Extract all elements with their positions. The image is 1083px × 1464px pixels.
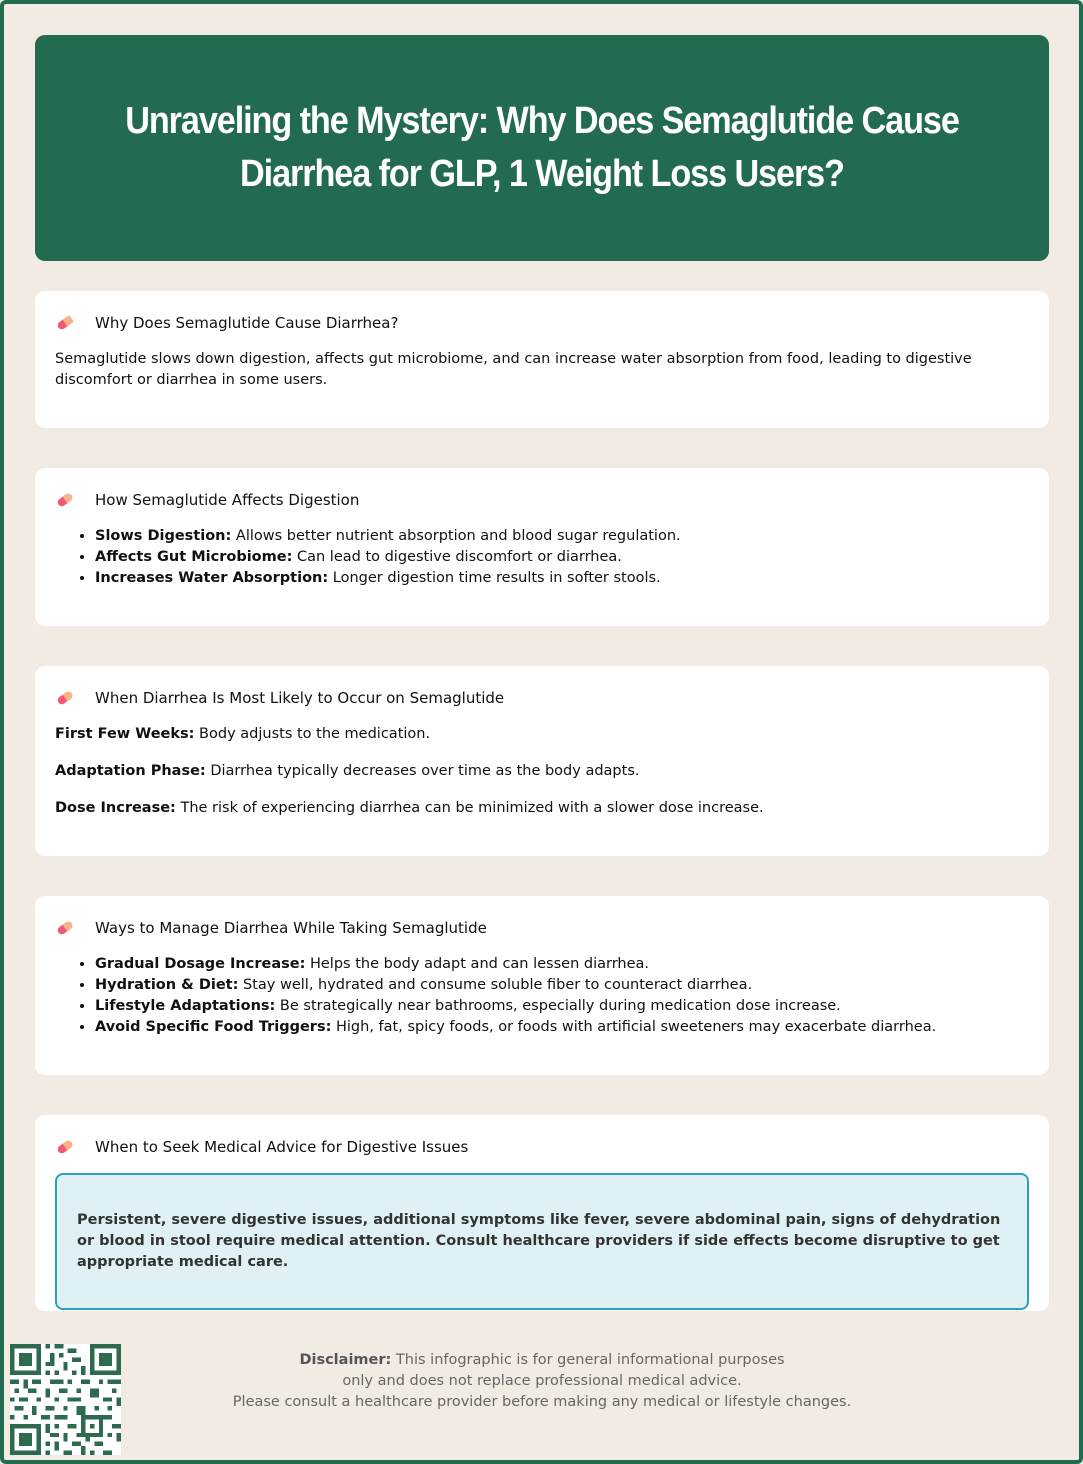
list-item: • Gradual Dosage Increase: Helps the body adapt and can lessen diarrhea.	[95, 954, 1029, 975]
bullet-list	[55, 954, 1029, 1038]
pill-icon	[55, 688, 75, 708]
section-header	[55, 918, 1029, 938]
section-title: When to Seek Medical Advice for Digestive Issues	[95, 1138, 469, 1156]
section-header	[55, 313, 1029, 333]
section-title: How Semaglutide Affects Digestion	[95, 491, 360, 509]
section-card-why	[35, 291, 1049, 428]
section-card-manage	[35, 896, 1049, 1075]
disclaimer-line: Please consult a healthcare provider before making any medical or lifestyle changes.	[232, 1394, 852, 1410]
section-header	[55, 688, 1029, 708]
pill-icon	[55, 313, 75, 333]
pill-icon	[55, 1137, 75, 1157]
list-item: • Increases Water Absorption: Longer digestion time results in softer stools.	[95, 568, 1029, 589]
timing-paragraph: Adaptation Phase: Diarrhea typically decreases over time as the body adapts.	[55, 763, 640, 779]
disclaimer-line: Disclaimer: This infographic is for general informational purposes	[299, 1352, 785, 1368]
section-card-timing	[35, 666, 1049, 856]
pill-icon	[55, 490, 75, 510]
section-card-medical-advice	[35, 1115, 1049, 1311]
section-title: When Diarrhea Is Most Likely to Occur on Semaglutide	[95, 689, 505, 707]
section-title: Ways to Manage Diarrhea While Taking Semaglutide	[95, 919, 487, 937]
list-item: • Affects Gut Microbiome: Can lead to digestive discomfort or diarrhea.	[95, 547, 1029, 568]
disclaimer-line: only and does not replace professional medical advice.	[342, 1373, 742, 1389]
timing-paragraph: First Few Weeks: Body adjusts to the medication.	[55, 726, 431, 742]
disclaimer	[200, 1350, 884, 1413]
list-item: • Lifestyle Adaptations: Be strategically near bathrooms, especially during medication dose increase.	[95, 996, 1029, 1017]
list-item: • Slows Digestion: Allows better nutrient absorption and blood sugar regulation.	[95, 526, 1029, 547]
list-item: • Hydration & Diet: Stay well, hydrated and consume soluble fiber to counteract diarrhea.	[95, 975, 1029, 996]
section-text: Semaglutide slows down digestion, affects gut microbiome, and can increase water absorption from food, leading to digestive discomfort or diarrhea in some users.	[55, 351, 972, 388]
section-header	[55, 490, 1029, 510]
section-card-digestion	[35, 468, 1049, 626]
timing-paragraph: Dose Increase: The risk of experiencing diarrhea can be minimized with a slower dose increase.	[55, 800, 764, 816]
page-title: Unraveling the Mystery: Why Does Semaglutide Cause Diarrhea for GLP, 1 Weight Loss Users?	[125, 100, 959, 195]
list-item: • Avoid Specific Food Triggers: High, fat, spicy foods, or foods with artificial sweeteners may exacerbate diarrhea.	[95, 1017, 1029, 1038]
medical-callout: Persistent, severe digestive issues, additional symptoms like fever, severe abdominal pain, signs of dehydration or blood in stool require medical attention. Consult healthcare providers if side effects become disruptive to get appropriate medical care.	[55, 1173, 1029, 1310]
header-banner	[35, 35, 1049, 261]
qr-code-icon[interactable]	[10, 1344, 121, 1455]
section-title: Why Does Semaglutide Cause Diarrhea?	[95, 314, 399, 332]
bullet-list	[55, 526, 1029, 589]
disclaimer-label: Disclaimer:	[299, 1352, 392, 1368]
pill-icon	[55, 918, 75, 938]
section-header	[55, 1137, 1029, 1157]
